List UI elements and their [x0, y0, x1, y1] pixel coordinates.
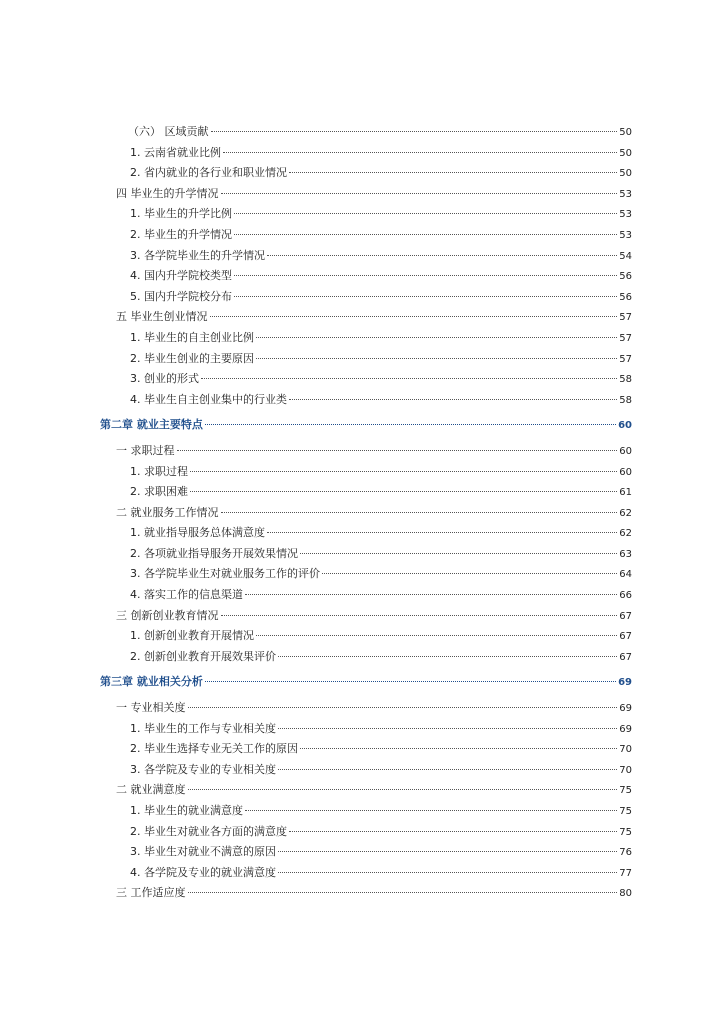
dot-leader — [234, 234, 617, 235]
toc-item-entry[interactable] — [100, 163, 632, 184]
toc-item-entry[interactable] — [100, 647, 632, 668]
dot-leader — [300, 748, 617, 749]
dot-leader — [322, 573, 617, 574]
toc-entry-label: 四 毕业生的升学情况 — [116, 186, 219, 200]
toc-page-number: 75 — [619, 785, 632, 797]
toc-item-entry[interactable] — [100, 719, 632, 740]
toc-entry-label: 1. 毕业生的升学比例 — [130, 207, 232, 221]
toc-chapter-entry[interactable] — [100, 415, 632, 436]
dot-leader — [205, 424, 616, 425]
toc-page-number: 56 — [619, 271, 632, 283]
toc-page-number: 54 — [619, 250, 632, 262]
toc-page-number: 61 — [619, 487, 632, 499]
toc-item-entry[interactable] — [100, 544, 632, 565]
toc-entry-label: 2. 省内就业的各行业和职业情况 — [130, 166, 287, 180]
toc-page-number: 75 — [619, 806, 632, 817]
toc-item-entry[interactable] — [100, 390, 632, 411]
toc-item-entry[interactable] — [100, 287, 632, 308]
dot-leader — [221, 512, 618, 513]
toc-item-entry[interactable] — [100, 266, 632, 287]
toc-page-number: 50 — [619, 168, 632, 180]
dot-leader — [300, 553, 617, 554]
dot-leader — [177, 450, 618, 451]
dot-leader — [188, 707, 618, 708]
dot-leader — [190, 491, 617, 492]
dot-leader — [267, 255, 617, 256]
dot-leader — [210, 316, 618, 317]
toc-page-number: 70 — [619, 744, 632, 756]
dot-leader — [256, 358, 617, 359]
toc-item-entry[interactable] — [100, 585, 632, 606]
toc-page-number: 60 — [618, 420, 632, 432]
toc-subheading-entry[interactable] — [100, 122, 632, 143]
toc-page-number: 58 — [619, 394, 632, 406]
toc-entry-label: 三 创新创业教育情况 — [116, 608, 219, 622]
toc-page-number: 62 — [619, 528, 632, 540]
toc-entry-label: 一 专业相关度 — [116, 701, 186, 715]
toc-entry-label: 2. 毕业生对就业各方面的满意度 — [130, 824, 287, 838]
toc-page-number: 60 — [619, 445, 632, 457]
toc-page-number: 57 — [619, 312, 632, 324]
toc-entry-label: 4. 落实工作的信息渠道 — [130, 588, 243, 602]
dot-leader — [267, 532, 617, 533]
dot-leader — [289, 831, 617, 832]
toc-page-number: 57 — [619, 353, 632, 365]
toc-entry-label: 2. 毕业生选择专业无关工作的原因 — [130, 742, 298, 756]
toc-page-number: 56 — [619, 291, 632, 303]
dot-leader — [278, 872, 617, 873]
toc-section-entry[interactable] — [100, 307, 632, 328]
toc-entry-label: 5. 国内升学院校分布 — [130, 289, 232, 303]
dot-leader — [188, 789, 618, 790]
toc-entry-label: 三 工作适应度 — [116, 886, 186, 900]
toc-entry-label: 4. 各学院及专业的就业满意度 — [130, 865, 276, 879]
toc-section-entry[interactable] — [100, 698, 632, 719]
dot-leader — [289, 399, 617, 400]
toc-entry-label: （六） 区域贡献 — [128, 125, 209, 138]
toc-page-number: 53 — [619, 229, 632, 241]
toc-item-entry[interactable] — [100, 739, 632, 760]
toc-item-entry[interactable] — [100, 801, 632, 822]
dot-leader — [205, 681, 616, 682]
toc-entry-label: 第三章 就业相关分析 — [100, 675, 203, 689]
toc-entry-label: 1. 毕业生的工作与专业相关度 — [130, 721, 276, 735]
dot-leader — [234, 213, 617, 214]
dot-leader — [190, 471, 617, 472]
dot-leader — [278, 769, 617, 770]
toc-entry-label: 3. 各学院及专业的专业相关度 — [130, 762, 276, 776]
toc-item-entry[interactable] — [100, 349, 632, 370]
toc-page-number: 60 — [619, 466, 632, 478]
dot-leader — [278, 851, 617, 852]
dot-leader — [221, 615, 618, 616]
toc-entry-label: 1. 创新创业教育开展情况 — [130, 629, 254, 643]
toc-page-number: 76 — [619, 847, 632, 859]
toc-page-number: 57 — [619, 332, 632, 344]
toc-section-entry[interactable] — [100, 606, 632, 627]
toc-section-entry[interactable] — [100, 503, 632, 524]
toc-item-entry[interactable] — [100, 246, 632, 267]
toc-page-number: 69 — [618, 677, 632, 689]
toc-page-number: 80 — [619, 888, 632, 900]
toc-entry-label: 4. 国内升学院校类型 — [130, 269, 232, 283]
toc-entry-label: 二 就业服务工作情况 — [116, 505, 219, 519]
toc-page-number: 66 — [619, 590, 632, 602]
dot-leader — [234, 275, 617, 276]
toc-entry-label: 一 求职过程 — [116, 443, 175, 457]
toc-page-number: 64 — [619, 569, 632, 581]
table-of-contents — [100, 122, 632, 904]
dot-leader — [256, 635, 617, 636]
toc-page-number: 50 — [619, 127, 632, 138]
dot-leader — [245, 594, 617, 595]
toc-entry-label: 2. 各项就业指导服务开展效果情况 — [130, 546, 298, 560]
toc-entry-label: 4. 毕业生自主创业集中的行业类 — [130, 392, 287, 406]
toc-page-number: 69 — [619, 703, 632, 715]
toc-entry-label: 2. 求职困难 — [130, 485, 188, 499]
toc-section-entry[interactable] — [100, 780, 632, 801]
toc-entry-label: 3. 毕业生对就业不满意的原因 — [130, 845, 276, 859]
dot-leader — [234, 296, 617, 297]
toc-item-entry[interactable] — [100, 863, 632, 884]
toc-entry-label: 3. 创业的形式 — [130, 372, 199, 386]
toc-section-entry[interactable] — [100, 441, 632, 462]
dot-leader — [289, 172, 617, 173]
toc-item-entry[interactable] — [100, 204, 632, 225]
toc-section-entry[interactable] — [100, 184, 632, 205]
dot-leader — [201, 378, 617, 379]
toc-page-number: 67 — [619, 631, 632, 643]
toc-entry-label: 二 就业满意度 — [116, 783, 186, 797]
toc-entry-label: 1. 求职过程 — [130, 464, 188, 478]
toc-entry-label: 五 毕业生创业情况 — [116, 310, 208, 324]
dot-leader — [278, 728, 617, 729]
toc-entry-label: 3. 各学院毕业生对就业服务工作的评价 — [130, 567, 320, 581]
dot-leader — [245, 810, 617, 811]
dot-leader — [211, 131, 618, 132]
toc-entry-label: 1. 就业指导服务总体满意度 — [130, 526, 265, 540]
toc-entry-label: 2. 创新创业教育开展效果评价 — [130, 649, 276, 663]
toc-item-entry[interactable] — [100, 462, 632, 483]
toc-item-entry[interactable] — [100, 760, 632, 781]
toc-entry-label: 第二章 就业主要特点 — [100, 418, 203, 432]
toc-page-number: 53 — [619, 188, 632, 200]
toc-page-number: 67 — [619, 651, 632, 663]
toc-item-entry[interactable] — [100, 564, 632, 585]
toc-entry-label: 3. 各学院毕业生的升学情况 — [130, 248, 265, 262]
toc-entry-label: 1. 毕业生的就业满意度 — [130, 804, 243, 817]
toc-page-number: 50 — [619, 147, 632, 159]
toc-item-entry[interactable] — [100, 369, 632, 390]
toc-item-entry[interactable] — [100, 225, 632, 246]
dot-leader — [188, 892, 618, 893]
dot-leader — [256, 337, 617, 338]
dot-leader — [221, 193, 618, 194]
toc-entry-label: 1. 毕业生的自主创业比例 — [130, 330, 254, 344]
toc-page-number: 63 — [619, 548, 632, 560]
toc-page-number: 62 — [619, 507, 632, 519]
toc-entry-label: 2. 毕业生的升学情况 — [130, 227, 232, 241]
toc-section-entry[interactable] — [100, 883, 632, 904]
toc-item-entry[interactable] — [100, 482, 632, 503]
toc-page-number: 53 — [619, 209, 632, 221]
toc-page-number: 67 — [619, 610, 632, 622]
toc-item-entry[interactable] — [100, 842, 632, 863]
toc-page-number: 69 — [619, 723, 632, 735]
toc-entry-label: 1. 云南省就业比例 — [130, 145, 221, 159]
toc-item-entry[interactable] — [100, 143, 632, 164]
dot-leader — [278, 656, 617, 657]
toc-page-number: 58 — [619, 374, 632, 386]
dot-leader — [223, 152, 617, 153]
toc-chapter-entry[interactable] — [100, 672, 632, 693]
toc-page-number: 75 — [619, 826, 632, 838]
toc-page-number: 77 — [619, 867, 632, 879]
toc-item-entry[interactable] — [100, 328, 632, 349]
toc-item-entry[interactable] — [100, 822, 632, 843]
toc-item-entry[interactable] — [100, 626, 632, 647]
toc-entry-label: 2. 毕业生创业的主要原因 — [130, 351, 254, 365]
toc-item-entry[interactable] — [100, 523, 632, 544]
toc-page-number: 70 — [619, 764, 632, 776]
